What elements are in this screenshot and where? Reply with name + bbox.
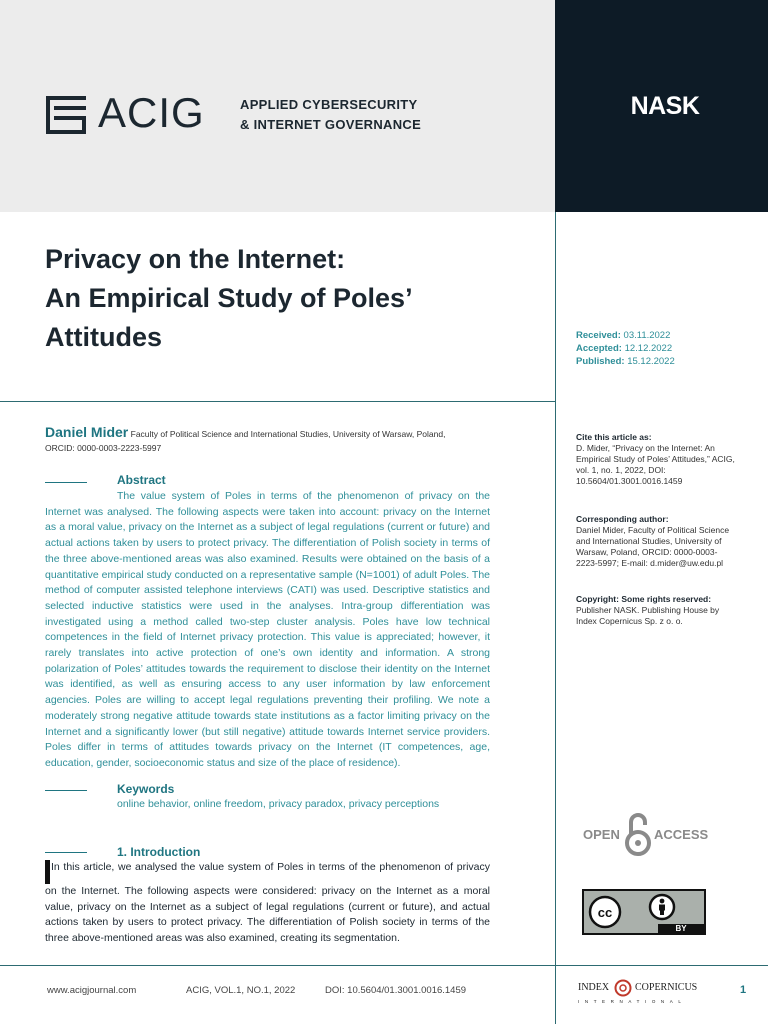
corresponding-text: Daniel Mider, Faculty of Political Science and International Studies, University of Warsaw, Poland, ORCID: 0000-0003-2223-5997; E-mail: d.mider@uw.edu.pl <box>576 525 730 568</box>
abstract-text: The value system of Poles in terms of the phenomenon of privacy on the Internet was analysed. The following aspects were taken into account: privacy on the Internet as a moral value, privacy on the Internet as a subject of legal regulations (current or future) and actual actions taken by users to protect privacy. The differentiation of Polish society in terms of the three above-mentioned areas was also examined. Results were obtained on the basis of a quantitative empirical study conducted on a representative sample (N=1001) of adult Poles. The method of computer assisted telephone interviews (CATI) was used. Descriptive statistics and selected inductive statistics were used in the analyses. Intra-group differentiation was investigated using a method called two-step cluster analysis. Poles have low technical competences in the field of Internet privacy protection. This value is appreciated; however, it rarely translates into active protection of one’s own identity and information. A strong polarization of Poles’ attitudes towards the requirement to disclose their identity on the Internet was identified, as well as ensuring access to any user information by law enforcement agencies. Poles are willing to accept legal regulations preventing their profiling. We note a moderately strong negative attitude towards state institutions as a factor limiting privacy on the Internet and a significantly lower (but still negative) attitude towards Internet service providers. Poles differ in terms of attitudes towards privacy on the Internet (IT competences, age, education, gender, socioeconomic status and size of the place of residence). <box>45 490 490 769</box>
open-access-open-text: OPEN <box>583 827 620 842</box>
abstract-rule <box>45 482 87 483</box>
ic-index-text: INDEX <box>578 982 610 993</box>
index-copernicus-logo <box>578 979 698 1009</box>
dropcap-bar <box>45 860 50 884</box>
journal-name-line2: & INTERNET GOVERNANCE <box>240 117 422 132</box>
acig-logo-text: ACIG <box>98 89 205 136</box>
title-line3: Attitudes <box>45 322 162 352</box>
keywords-rule <box>45 790 87 791</box>
author-name: Daniel Mider <box>45 424 129 440</box>
cc-icon <box>588 895 622 929</box>
cite-heading: Cite this article as: <box>576 432 652 442</box>
copyright-text: Publisher NASK. Publishing House by Index Copernicus Sp. z o. o. <box>576 605 720 626</box>
copernicus-emblem-icon <box>614 979 632 997</box>
ic-copernicus-text: COPERNICUS <box>635 982 698 993</box>
footer-divider <box>0 965 768 966</box>
nask-logo: NASK <box>630 92 700 120</box>
column-divider <box>555 212 556 1024</box>
published-label: Published: <box>576 356 625 367</box>
footer-doi: DOI: 10.5604/01.3001.0016.1459 <box>325 985 467 996</box>
open-lock-icon <box>623 812 653 858</box>
accepted-label: Accepted: <box>576 343 622 354</box>
accepted-date: 12.12.2022 <box>624 343 673 354</box>
author-orcid: ORCID: 0000-0003-2223-5997 <box>45 443 162 453</box>
keywords-heading: Keywords <box>117 782 175 796</box>
copyright-heading: Copyright: Some rights reserved: <box>576 594 712 604</box>
intro-heading: 1. Introduction <box>117 845 201 859</box>
keywords-text: online behavior, online freedom, privacy paradox, privacy perceptions <box>117 798 440 810</box>
svg-text:cc: cc <box>597 905 613 920</box>
abstract-heading: Abstract <box>117 473 166 487</box>
intro-paragraph <box>45 860 490 947</box>
intro-text: In this article, we analysed the value system of Poles in terms of the phenomenon of privacy on the Internet. The following aspects were considered: privacy on the Internet as a moral value, privacy on the Internet as a subject of legal regulations (current or future), and actual actions taken by users to protect privacy. The differentiation of Polish society in terms of the three above-mentioned areas was also examined, creating its segmentation. <box>45 861 490 945</box>
page-number: 1 <box>740 984 747 996</box>
article-title <box>45 240 525 357</box>
journal-name <box>240 95 421 135</box>
title-line2: An Empirical Study of Poles’ <box>45 283 413 313</box>
open-access-access-text: ACCESS <box>654 827 709 842</box>
attribution-person-icon <box>648 893 676 921</box>
open-access-logo <box>583 812 713 858</box>
acig-logo-icon <box>46 96 90 134</box>
corresponding-heading: Corresponding author: <box>576 514 669 524</box>
cc-by-label: BY <box>658 924 704 933</box>
title-line1: Privacy on the Internet: <box>45 244 346 274</box>
received-date: 03.11.2022 <box>623 330 671 341</box>
ic-international-text: INTERNATIONAL <box>578 999 687 1004</box>
author-block <box>45 425 550 455</box>
author-affiliation: Faculty of Political Science and International Studies, University of Warsaw, Poland, <box>130 429 446 439</box>
journal-volume: ACIG, VOL.1, NO.1, 2022 <box>186 985 296 996</box>
title-divider <box>0 401 555 402</box>
received-label: Received: <box>576 330 621 341</box>
cite-text: D. Mider, “Privacy on the Internet: An Empirical Study of Poles’ Attitudes,” ACIG, vol. 1, no. 1, 2022, DOI: 10.5604/01.3001.0016.1459 <box>576 443 735 486</box>
published-date: 15.12.2022 <box>627 356 675 367</box>
article-dates <box>576 329 675 368</box>
intro-rule <box>45 852 87 853</box>
cite-block <box>576 432 736 487</box>
copyright-block <box>576 594 736 627</box>
journal-name-line1: APPLIED CYBERSECURITY <box>240 97 418 112</box>
cc-by-license-badge <box>582 889 706 935</box>
journal-website-link[interactable]: www.acigjournal.com <box>47 985 137 996</box>
corresponding-block <box>576 514 736 569</box>
